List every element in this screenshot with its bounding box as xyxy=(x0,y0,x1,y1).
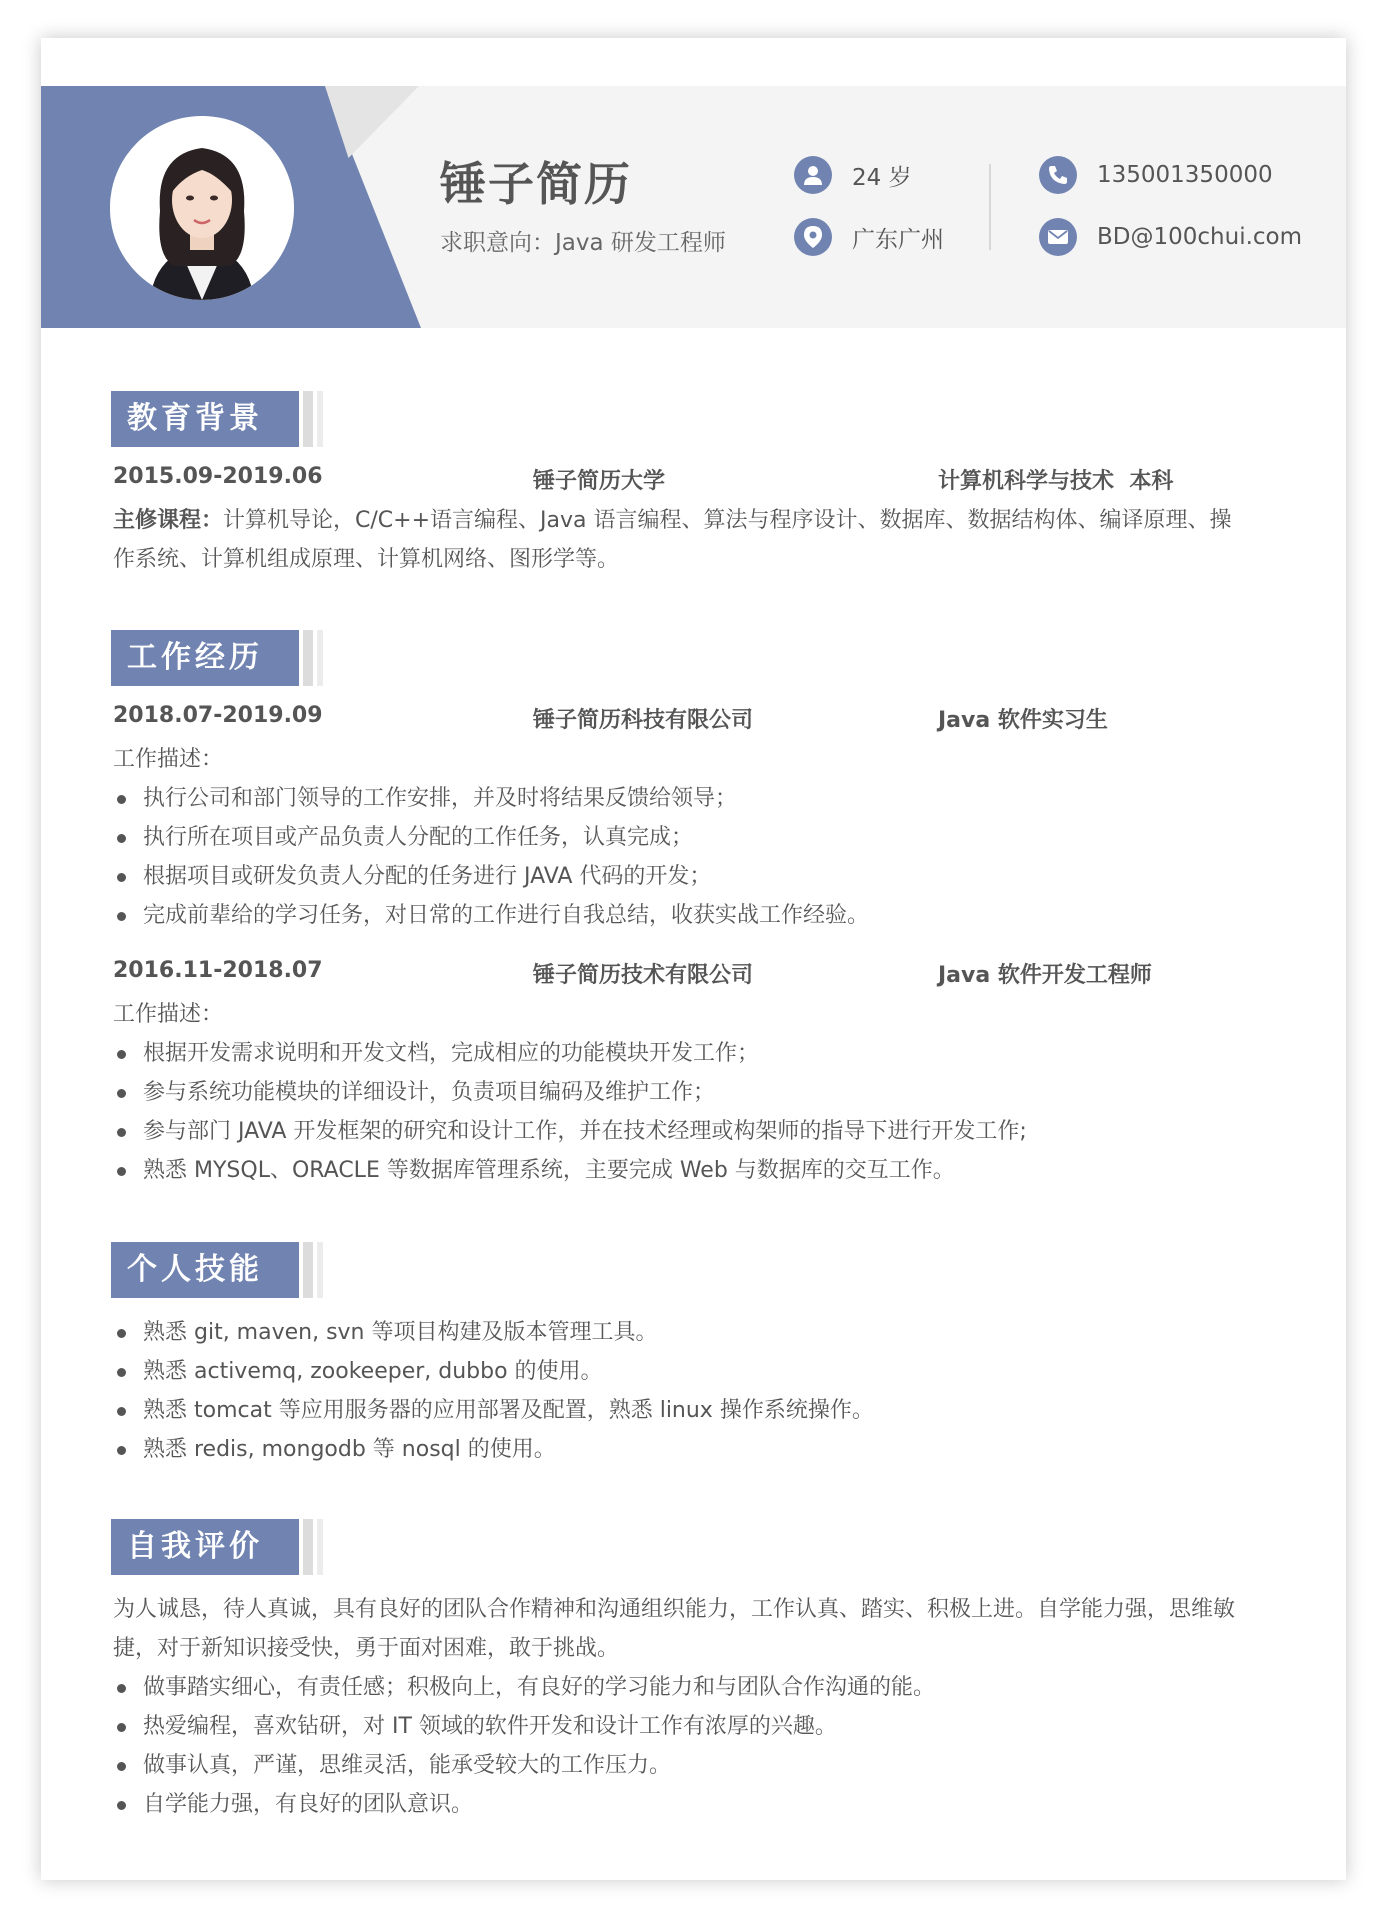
self-eval-line-1: 为人诚恳，待人真诚，具有良好的团队合作精神和沟通组织能力，工作认真、踏实、积极上进。自学能力强，思维敏 xyxy=(113,1597,1236,1622)
location-text: 广东广州 xyxy=(852,226,944,253)
list-item: 做事认真，严谨，思维灵活，能承受较大的工作压力。 xyxy=(113,1746,935,1785)
section-deco xyxy=(303,391,313,447)
section-deco xyxy=(317,630,323,686)
list-item: 熟悉 redis, mongodb 等 nosql 的使用。 xyxy=(113,1430,874,1469)
list-item: 熟悉 tomcat 等应用服务器的应用部署及配置，熟悉 linux 操作系统操作。 xyxy=(113,1391,874,1430)
mail-icon xyxy=(1039,218,1077,256)
courses-label: 主修课程： xyxy=(113,508,224,533)
edu-major: 计算机科学与技术 本科 xyxy=(938,469,1174,494)
list-item: 完成前辈给的学习任务，对日常的工作进行自我总结，收获实战工作经验。 xyxy=(113,896,869,935)
list-item: 自学能力强，有良好的团队意识。 xyxy=(113,1785,935,1824)
section-deco xyxy=(303,630,313,686)
section-title-self-eval: 自我评价 xyxy=(111,1519,299,1575)
profile-photo xyxy=(110,116,294,300)
list-item: 熟悉 MYSQL、ORACLE 等数据库管理系统，主要完成 Web 与数据库的交互工作。 xyxy=(113,1151,1027,1190)
section-deco xyxy=(303,1519,313,1575)
resume-page xyxy=(41,38,1346,1880)
job-1-date: 2018.07-2019.09 xyxy=(113,703,323,728)
courses-line-2: 作系统、计算机组成原理、计算机网络、图形学等。 xyxy=(113,547,620,572)
job-2-position: Java 软件开发工程师 xyxy=(938,963,1152,988)
age-info xyxy=(794,156,912,194)
list-item: 执行所在项目或产品负责人分配的工作任务，认真完成； xyxy=(113,818,869,857)
section-title-education: 教育背景 xyxy=(111,391,299,447)
edu-courses xyxy=(113,501,1313,579)
job-1-company: 锤子简历科技有限公司 xyxy=(533,708,754,733)
section-deco xyxy=(303,1242,313,1298)
list-item: 做事踏实细心，有责任感；积极向上，有良好的学习能力和与团队合作沟通的能。 xyxy=(113,1668,935,1707)
list-item: 根据开发需求说明和开发文档，完成相应的功能模块开发工作； xyxy=(113,1034,1027,1073)
edu-date: 2015.09-2019.06 xyxy=(113,464,323,489)
self-eval-list xyxy=(113,1668,935,1824)
person-icon xyxy=(794,156,832,194)
list-item: 执行公司和部门领导的工作安排，并及时将结果反馈给领导； xyxy=(113,779,869,818)
section-deco xyxy=(317,391,323,447)
header-divider xyxy=(989,164,991,250)
job-2-duties xyxy=(113,1034,1027,1190)
list-item: 参与部门 JAVA 开发框架的研究和设计工作，并在技术经理或构架师的指导下进行开发工作; xyxy=(113,1112,1027,1151)
email-text[interactable]: BD@100chui.com xyxy=(1097,224,1303,250)
list-item: 根据项目或研发负责人分配的任务进行 JAVA 代码的开发； xyxy=(113,857,869,896)
section-deco xyxy=(317,1242,323,1298)
list-item: 热爱编程，喜欢钻研，对 IT 领域的软件开发和设计工作有浓厚的兴趣。 xyxy=(113,1707,935,1746)
list-item: 熟悉 git, maven, svn 等项目构建及版本管理工具。 xyxy=(113,1313,874,1352)
edu-school: 锤子简历大学 xyxy=(533,469,666,494)
job-objective: 求职意向：Java 研发工程师 xyxy=(440,230,726,256)
age-text: 24 岁 xyxy=(852,164,912,191)
section-deco xyxy=(317,1519,323,1575)
self-eval-line-2: 捷，对于新知识接受快，勇于面对困难，敢于挑战。 xyxy=(113,1636,620,1661)
section-title-skills: 个人技能 xyxy=(111,1242,299,1298)
list-item: 参与系统功能模块的详细设计，负责项目编码及维护工作； xyxy=(113,1073,1027,1112)
location-pin-icon xyxy=(794,218,832,256)
email-info xyxy=(1039,218,1302,256)
job-2-desc-label: 工作描述： xyxy=(113,1002,224,1027)
courses-line-1: 计算机导论，C/C++语言编程、Java 语言编程、算法与程序设计、数据库、数据结构体、编译原理、操 xyxy=(223,508,1232,533)
job-1-duties xyxy=(113,779,869,935)
phone-info xyxy=(1039,156,1273,194)
resume-name: 锤子简历 xyxy=(440,157,632,211)
job-2-date: 2016.11-2018.07 xyxy=(113,958,323,983)
phone-text[interactable]: 135001350000 xyxy=(1097,162,1273,188)
self-eval-paragraph xyxy=(113,1590,1313,1668)
phone-icon xyxy=(1039,156,1077,194)
job-2-company: 锤子简历技术有限公司 xyxy=(533,963,754,988)
location-info xyxy=(794,218,944,256)
job-1-desc-label: 工作描述： xyxy=(113,747,224,772)
list-item: 熟悉 activemq, zookeeper, dubbo 的使用。 xyxy=(113,1352,874,1391)
skills-list xyxy=(113,1313,874,1469)
section-title-work: 工作经历 xyxy=(111,630,299,686)
job-1-position: Java 软件实习生 xyxy=(938,708,1108,733)
